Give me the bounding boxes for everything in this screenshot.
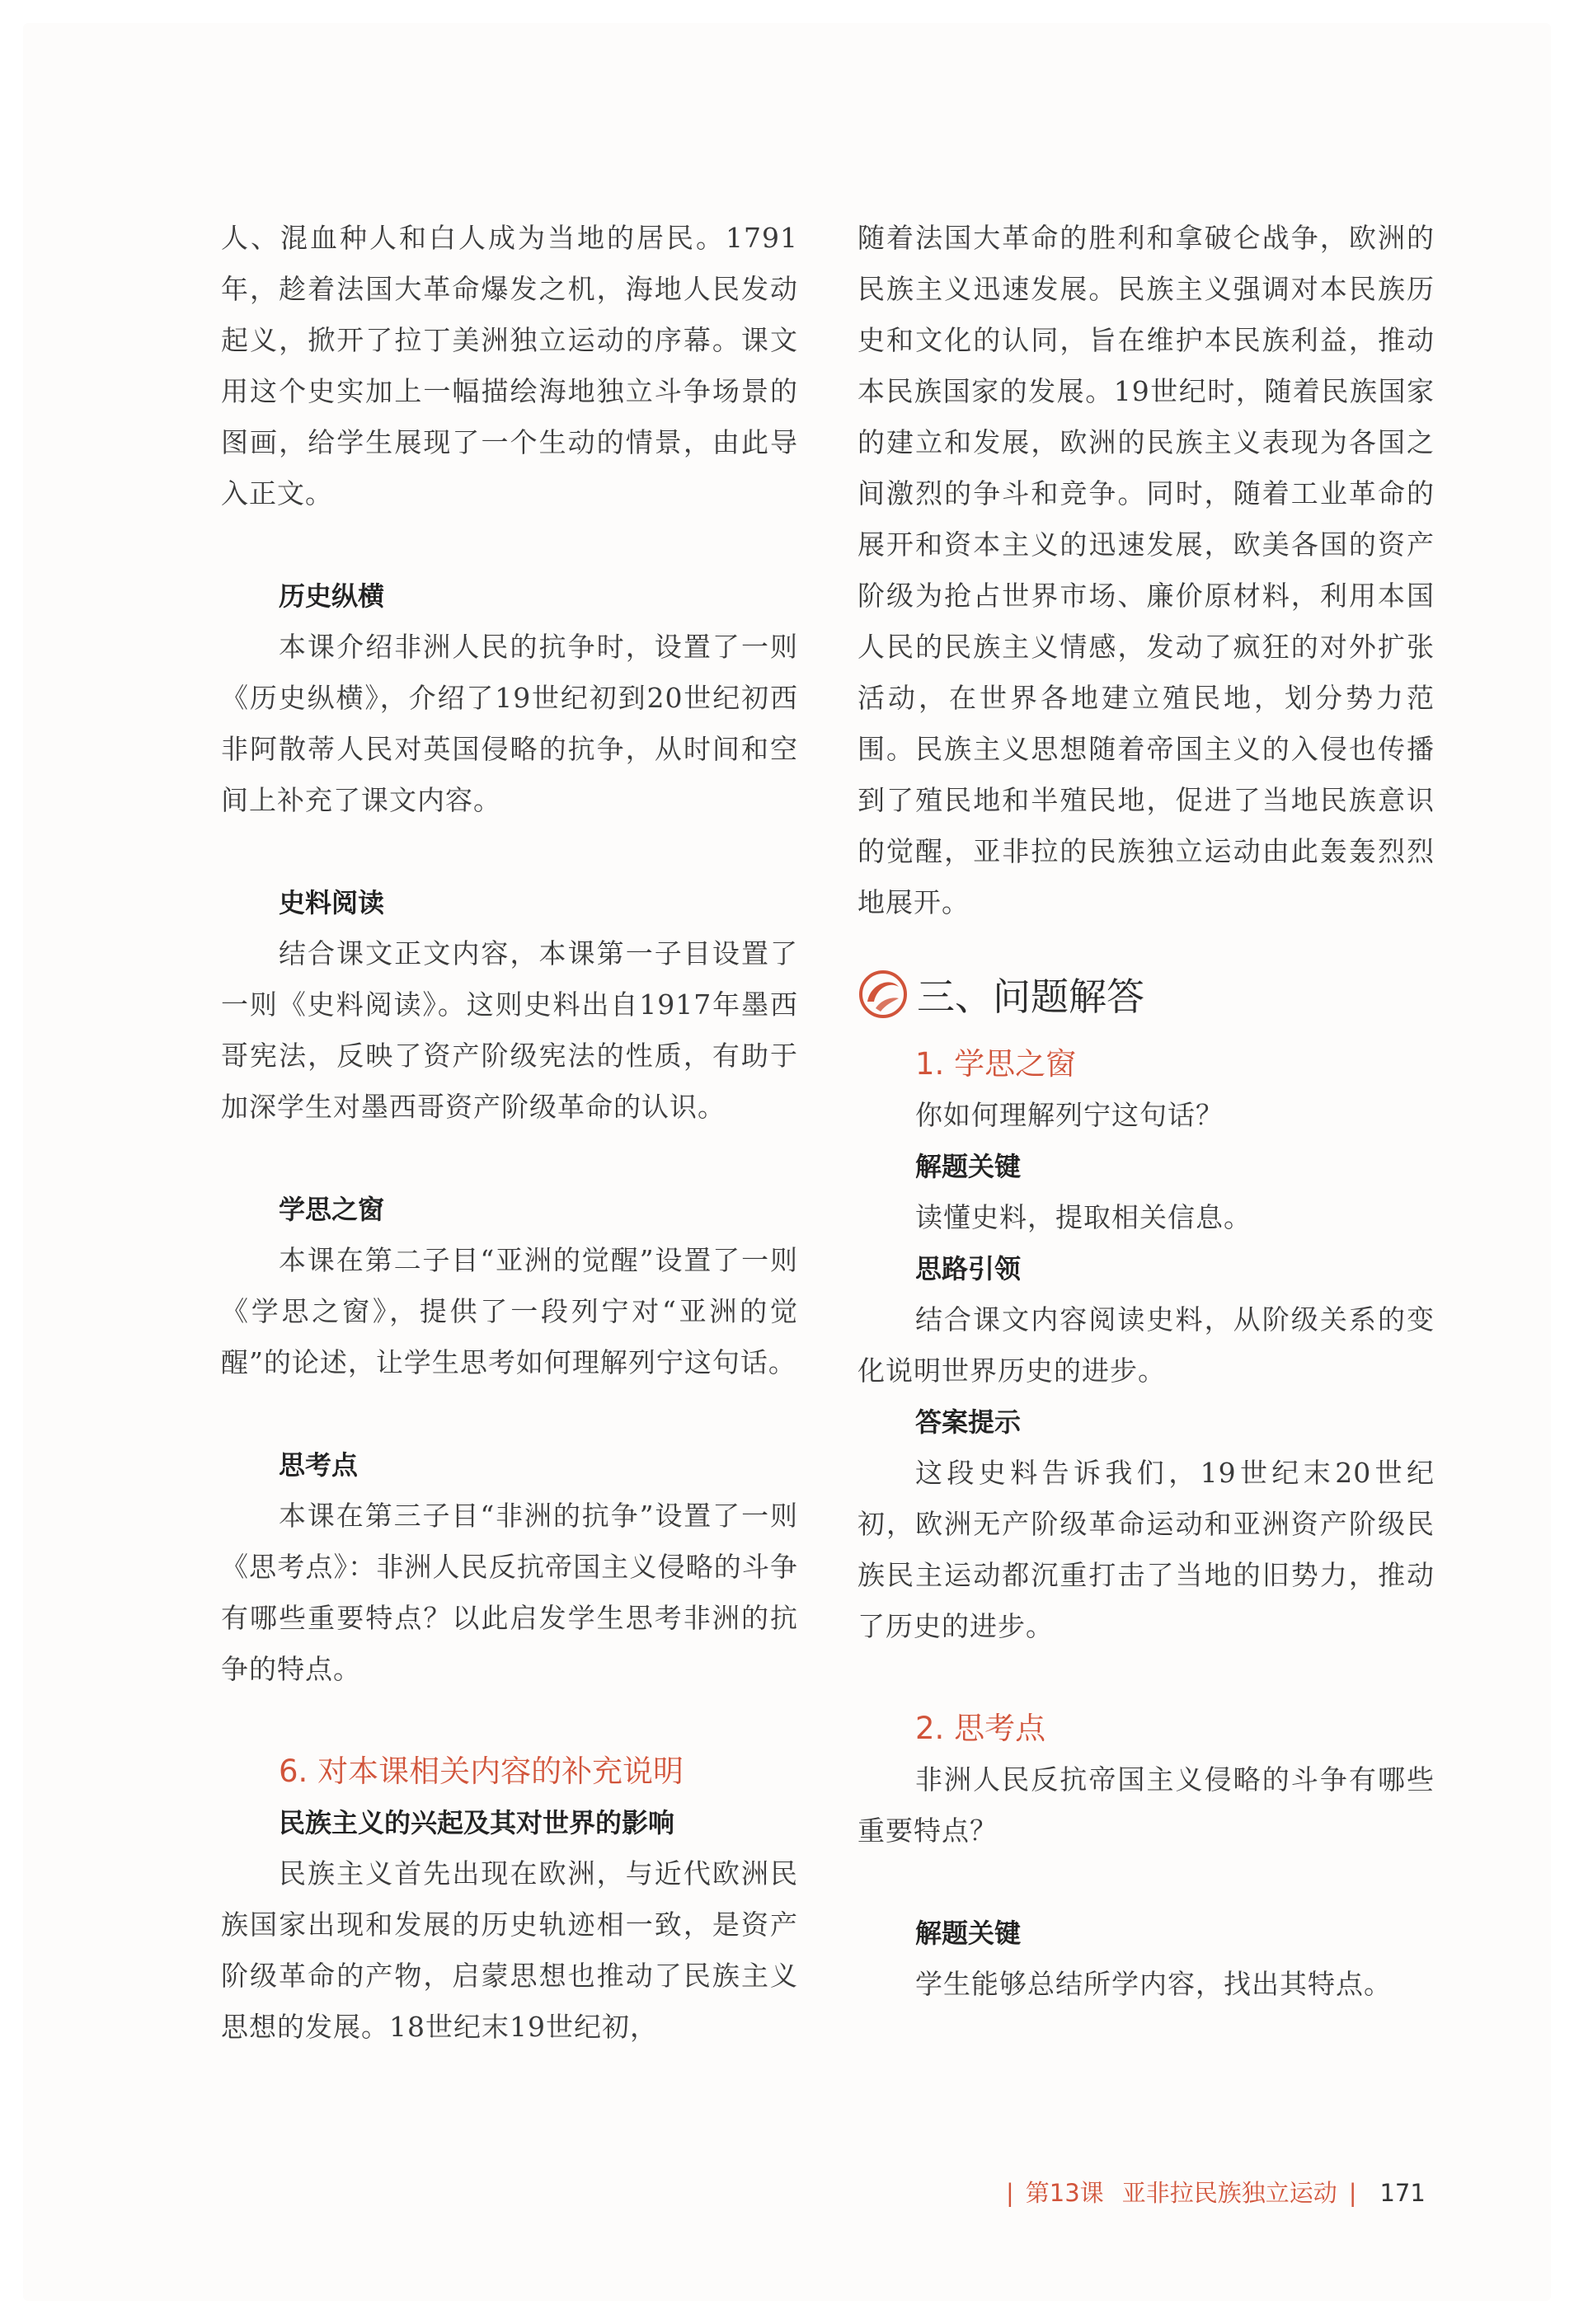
left-column	[221, 213, 798, 2053]
page-number: 171	[1379, 2179, 1426, 2207]
right-column	[857, 213, 1435, 2010]
continuation-text: 随着法国大革命的胜利和拿破仑战争，欧洲的民族主义迅速发展。民族主义强调对本民族历史和文化的认同，旨在维护本民族利益，推动本民族国家的发展。19世纪时，随着民族国家的建立和发展，欧洲的民族主义表现为各国之间激烈的争斗和竞争。同时，随着工业革命的展开和资本主义的迅速发展，欧美各国的资产阶级为抢占世界市场、廉价原材料，利用本国人民的民族主义情感，发动了疯狂的对外扩张活动，在世界各地建立殖民地，划分势力范围。民族主义思想随着帝国主义的入侵也传播到了殖民地和半殖民地，促进了当地民族意识的觉醒，亚非拉的民族独立运动由此轰轰烈烈地展开。	[857, 222, 1435, 918]
q1-heading: 1. 学思之窗	[915, 1046, 1077, 1082]
source-text: 结合课文正文内容，本课第一子目设置了一则《史料阅读》。这则史料出自1917年墨西哥宪法，反映了资产阶级宪法的性质，有助于加深学生对墨西哥资产阶级革命的认识。	[221, 937, 798, 1123]
q1-key-label: 解题关键	[915, 1151, 1022, 1182]
q2-key-text: 学生能够总结所学内容，找出其特点。	[915, 1968, 1392, 2000]
q1-answer-label: 答案提示	[915, 1406, 1022, 1438]
history-heading: 历史纵横	[279, 580, 385, 612]
source-heading: 史料阅读	[279, 887, 385, 918]
footer-lesson-title: 亚非拉民族独立运动	[1121, 2179, 1337, 2207]
q1-question: 你如何理解列宁这句话？	[915, 1099, 1224, 1131]
section-header	[857, 955, 1435, 1034]
q2-key-label: 解题关键	[915, 1918, 1022, 1949]
nationalism-text: 民族主义首先出现在欧洲，与近代欧洲民族国家出现和发展的历史轨迹相一致，是资产阶级革命的产物，启蒙思想也推动了民族主义思想的发展。18世纪末19世纪初，	[221, 1857, 798, 2043]
intro-paragraph: 人、混血种人和白人成为当地的居民。1791年，趁着法国大革命爆发之机，海地人民发动起义，掀开了拉丁美洲独立运动的序幕。课文用这个史实加上一幅描绘海地独立斗争场景的图画，给学生展现了一个生动的情景，由此导入正文。	[221, 222, 798, 509]
section-title: 三、问题解答	[917, 974, 1144, 1019]
q1-guide-text: 结合课文内容阅读史料，从阶级关系的变化说明世界历史的进步。	[857, 1303, 1435, 1387]
supplement-heading: 6. 对本课相关内容的补充说明	[279, 1754, 684, 1789]
think-text: 本课在第三子目“非洲的抗争”设置了一则《思考点》：非洲人民反抗帝国主义侵略的斗争有哪些重要特点？以此启发学生思考非洲的抗争的特点。	[221, 1500, 798, 1685]
page	[23, 23, 1551, 2301]
q1-answer-text: 这段史料告诉我们，19世纪末20世纪初，欧洲无产阶级革命运动和亚洲资产阶级民族民主运动都沉重打击了当地的旧势力，推动了历史的进步。	[857, 1457, 1435, 1642]
q1-key-text: 读懂史料，提取相关信息。	[915, 1201, 1252, 1233]
page-footer	[994, 2176, 1426, 2209]
window-heading: 学思之窗	[279, 1194, 385, 1225]
footer-divider-right: |	[1348, 2179, 1357, 2207]
section-swirl-icon	[857, 969, 909, 1020]
q2-heading: 2. 思考点	[915, 1711, 1046, 1746]
q2-question: 非洲人民反抗帝国主义侵略的斗争有哪些重要特点？	[857, 1763, 1435, 1847]
window-text: 本课在第二子目“亚洲的觉醒”设置了一则《学思之窗》，提供了一段列宁对“亚洲的觉醒”的论述，让学生思考如何理解列宁这句话。	[221, 1244, 798, 1378]
history-text: 本课介绍非洲人民的抗争时，设置了一则《历史纵横》，介绍了19世纪初到20世纪初西非阿散蒂人民对英国侵略的抗争，从时间和空间上补充了课文内容。	[221, 631, 798, 816]
think-heading: 思考点	[279, 1449, 359, 1481]
q1-guide-label: 思路引领	[915, 1253, 1022, 1284]
footer-divider-left: |	[1006, 2179, 1014, 2207]
nationalism-subheading: 民族主义的兴起及其对世界的影响	[279, 1807, 675, 1838]
footer-lesson: 第13课	[1025, 2179, 1104, 2207]
